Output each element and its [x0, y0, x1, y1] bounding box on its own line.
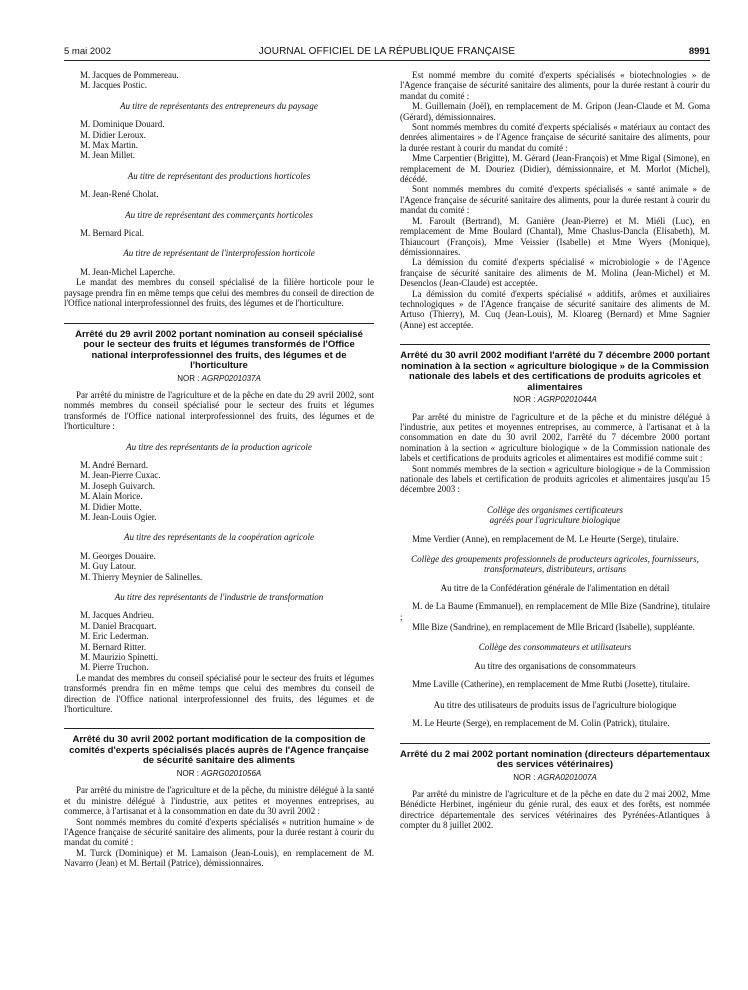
nor-code: AGRA0201007A [537, 772, 597, 782]
section-heading: Au titre des représentants de l'industrie de transformation [114, 592, 324, 602]
decree-title: Arrêté du 2 mai 2002 portant nomination (directeurs départementaux des services vétérinaires) [400, 743, 710, 771]
name-item: M. Jacques de Pommereau. [80, 70, 179, 80]
header-date: 5 mai 2002 [64, 46, 112, 57]
paragraph: Sont nommés membres du comité d'experts spécialisés « matériaux au contact des denrées alimentaires » de l'Agence française de sécurité sanitaire des aliments, pour la durée restant à courir du mandat du comité : [400, 122, 710, 153]
name-item: M. Maurizio Spinetti. [80, 652, 158, 663]
nor-reference [64, 374, 374, 384]
page-header [64, 46, 710, 61]
section-heading: Au titre de représentants des entrepreneurs du paysage [120, 100, 318, 111]
nor-reference [64, 769, 374, 779]
subsection-heading: Au titre de la Confédération générale de l'alimentation en détail [440, 582, 670, 593]
columns [64, 70, 710, 970]
section-heading: Collège des organismes certificateurs [487, 504, 623, 515]
decree-title: Arrêté du 29 avril 2002 portant nomination au conseil spécialisé pour le secteur des fruits et légumes transformés de l'Office national interprofessionnel des fruits, des légumes et de l'horticulture [64, 323, 374, 372]
paragraph: Par arrêté du ministre de l'agriculture et de la pêche, du ministre délégué à la santé et du ministre délégué à l'industrie, aux petites et moyennes entreprises, au commerce, à l'artisanat et à la consommation en date du 30 avril 2002 : [64, 785, 374, 817]
section-heading: Collège des consommateurs et utilisateurs [478, 642, 632, 653]
paragraph: Par arrêté du ministre de l'agriculture et de la pêche en date du 29 avril 2002, sont nommés membres du conseil spécialisé pour le secteur des fruits et légumes transformés de l'Office national interprofessionnel des fruits, des légumes et de l'horticulture : [64, 389, 374, 432]
name-item: M. Jean-Louis Ogier. [80, 511, 157, 522]
paragraph: Mme Laville (Catherine), en remplacement de Mme Rutbi (Josette), titulaire. [412, 679, 690, 690]
name-item: M. Eric Lederman. [80, 631, 149, 642]
nor-code: AGRP0201037A [201, 373, 261, 383]
name-item: M. Jean-René Cholat. [80, 189, 159, 200]
paragraph: M. Guillemain (Joël), en remplacement de M. Gripon (Jean-Claude et M. Goma (Gérard), démissionnaires. [400, 101, 710, 122]
paragraph: Mlle Bize (Sandrine), en remplacement de Mlle Bricard (Isabelle), suppléante. [412, 622, 695, 633]
paragraph: Mme Carpentier (Brigitte), M. Gérard (Jean-François) et Mme Rigal (Simone), en remplacement de M. Douriez (Didier), démissionnaire, et M. Morlot (Michel), décédé. [400, 153, 710, 185]
decree-title: Arrêté du 30 avril 2002 modifiant l'arrêté du 7 décembre 2000 portant nomination à la section « agriculture biologique » de la Commission nationale des labels et des certifications de produits agricoles et alimentaires [400, 344, 710, 393]
nor-reference [400, 395, 710, 405]
name-item: M. Jean Millet. [80, 150, 135, 161]
right-column [400, 70, 710, 831]
name-item: M. Joseph Guivarch. [80, 480, 155, 491]
name-item: M. Bernard Pical. [80, 228, 144, 239]
name-item: M. Bernard Ritter. [80, 641, 146, 652]
nor-label: NOR : [177, 373, 200, 383]
section-heading: Au titre de représentant des productions horticoles [127, 170, 311, 181]
section-heading: Au titre des représentants de la coopération agricole [123, 532, 315, 543]
paragraph: Le mandat des membres du conseil spécialisé de la filière horticole pour le paysage prendra fin en même temps que celui des membres du conseil de direction de l'Office national interprofessionnel des fruits, des légumes et de l'horticulture. [64, 277, 374, 309]
paragraph: Est nommé membre du comité d'experts spécialisés « biotechnologies » de l'Agence française de sécurité sanitaire des aliments, pour la durée restant à courir du mandat du comité : [400, 70, 710, 101]
nor-reference [400, 773, 710, 783]
subsection-heading: Au titre des organisations de consommateurs [474, 660, 636, 671]
section-heading: Collège des groupements professionnels de producteurs agricoles, fournisseurs, transformateurs, distributeurs, artisans [411, 554, 699, 575]
paragraph: Le mandat des membres du conseil spécialisé pour le secteur des fruits et légumes transformés prendra fin en même temps que celui des membres du conseil de direction de l'Office national interprofessionnel des fruits, des légumes et de l'horticulture. [64, 672, 374, 715]
name-item: M. André Bernard. [80, 459, 148, 470]
name-item: M. Georges Douaire. [80, 550, 156, 561]
paragraph: Par arrêté du ministre de l'agriculture et de la pêche en date du 2 mai 2002, Mme Bénédicte Herbinet, ingénieur du génie rural, des eaux et des forêts, est nommée directrice départementale des services vétérinaires des Pyrénées-Atlantiques à compter du 8 juillet 2002. [400, 788, 710, 831]
nor-code: AGRG0201056A [201, 768, 262, 778]
paragraph: M. Le Heurte (Serge), en remplacement de M. Colin (Patrick), titulaire. [412, 718, 670, 729]
paragraph: M. Faroult (Bertrand), M. Ganière (Jean-Pierre) et M. Miéli (Luc), en remplacement de Mme Boulard (Chantal), Mme Chaslus-Dancla (Elisabeth), M. Thiaucourt (François), Mme Veissier (Isabelle) et Mme Wyers (Monique), démissionnaires. [400, 215, 710, 257]
paragraph: M. Turck (Dominique) et M. Lamaison (Jean-Louis), en remplacement de M. Navarro (Jean) et M. Bertail (Patrice), démissionnaires. [64, 847, 374, 869]
paragraph: La démission du comité d'experts spécialisé « additifs, arômes et auxiliaires technologiques » de l'Agence française de sécurité sanitaire des aliments de M. Artuso (Thierry), M. Cuq (Jean-Louis), M. Kloareg (Bernard) et Mme Sagnier (Anne) est acceptée. [400, 288, 710, 330]
name-item: M. Didier Motte. [80, 501, 142, 512]
paragraph: Mme Verdier (Anne), en remplacement de M. Le Heurte (Serge), titulaire. [412, 533, 679, 544]
name-item: M. Max Martin. [80, 140, 138, 151]
paragraph: M. de La Baume (Emmanuel), en remplacement de Mlle Bize (Sandrine), titulaire ; [400, 601, 710, 622]
section-heading: Au titre de représentant des commerçants horticoles [125, 209, 313, 220]
name-item: M. Daniel Bracquart. [80, 620, 157, 631]
section-heading: Au titre de représentant de l'interprofession horticole [123, 248, 315, 259]
decree-title: Arrêté du 30 avril 2002 portant modification de la composition de comités d'experts spécialisés placés auprès de l'Agence française de sécurité sanitaire des aliments [64, 728, 374, 767]
subsection-heading: Au titre des utilisateurs de produits issus de l'agriculture biologique [433, 699, 677, 710]
paragraph: La démission du comité d'experts spécialisé « microbiologie » de l'Agence française de sécurité sanitaire des aliments de M. Molina (Jean-Michel) et M. Desenclos (Jean-Claude) est acceptée. [400, 257, 710, 289]
name-item: M. Pierre Truchon. [80, 662, 149, 673]
section-heading: agréés pour l'agriculture biologique [489, 515, 621, 526]
paragraph: Par arrêté du ministre de l'agriculture et de la pêche et du ministre délégué à l'industrie, aux petites et moyennes entreprises, au commerce, à l'artisanat et à la consommation en date du 30 avril 2002, l'arrêté du 7 décembre 2000 portant nomination à la section « agriculture biologique » de la Commission nationale des labels et certifications de produits agricoles et alimentaires est modifié comme suit : [400, 411, 710, 464]
name-item: M. Jacques Andrieu. [80, 610, 154, 621]
nor-label: NOR : [513, 395, 536, 405]
nor-label: NOR : [513, 772, 536, 782]
paragraph: Sont nommés membres du comité d'experts spécialisés « santé animale » de l'Agence française de sécurité sanitaire des aliments, pour la durée restant à courir du mandat du comité : [400, 184, 710, 216]
paragraph: Sont nommés membres du comité d'experts spécialisés « nutrition humaine » de l'Agence française de sécurité sanitaire des aliments, pour la durée restant à courir du mandat du comité : [64, 816, 374, 848]
name-item: M. Thierry Meynier de Salinelles. [80, 571, 203, 582]
header-page-number: 8991 [688, 46, 710, 57]
name-item: M. Jean-Pierre Cuxac. [80, 470, 161, 481]
left-column [64, 70, 374, 869]
name-item: M. Alain Morice. [80, 491, 143, 502]
name-item: M. Guy Latour. [80, 561, 136, 572]
header-journal-title: JOURNAL OFFICIEL DE LA RÉPUBLIQUE FRANÇAISE [258, 46, 516, 57]
nor-label: NOR : [176, 768, 199, 778]
name-item: M. Jean-Michel Laperche. [80, 266, 175, 277]
section-heading: Au titre des représentants de la production agricole [126, 441, 312, 452]
paragraph: Sont nommés membres de la section « agriculture biologique » de la Commission nationale des labels et certification de produits agricoles et alimentaires jusqu'au 15 décembre 2003 : [400, 463, 710, 495]
name-item: M. Dominique Douard. [80, 119, 165, 130]
nor-code: AGRP0201044A [537, 395, 597, 405]
name-item: M. Jacques Postic. [80, 80, 147, 91]
name-item: M. Didier Leroux. [80, 129, 146, 140]
